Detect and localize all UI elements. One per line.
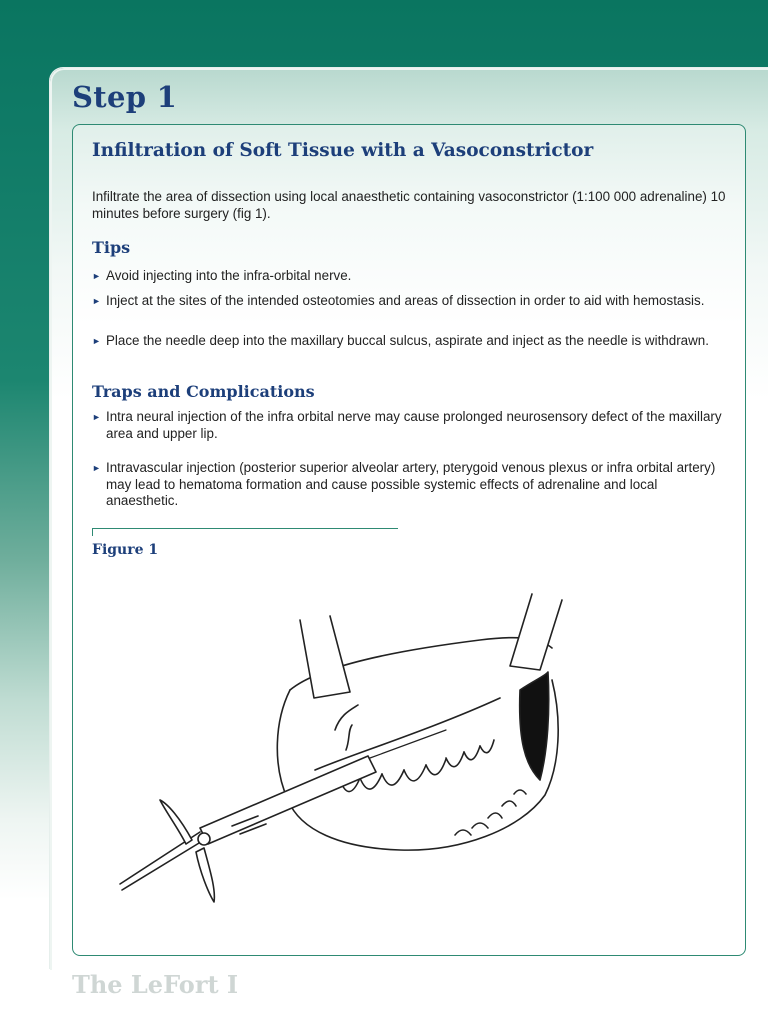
syringe-injection-illustration xyxy=(100,580,580,920)
bullet-arrow-icon: ► xyxy=(92,463,101,473)
traps-item-text: Intra neural injection of the infra orbital nerve may cause prolonged neurosensory defect of the maxillary area and upper lip. xyxy=(106,409,722,441)
tips-item xyxy=(92,333,732,350)
tips-item-text: Inject at the sites of the intended osteotomies and areas of dissection in order to aid with hemostasis. xyxy=(106,293,705,308)
traps-heading: Traps and Complications xyxy=(92,382,315,401)
tips-item-text: Avoid injecting into the infra-orbital nerve. xyxy=(106,268,352,283)
footer-book-title: The LeFort I xyxy=(72,970,239,999)
bullet-arrow-icon: ► xyxy=(92,412,101,422)
figure-divider-tick xyxy=(92,528,93,536)
section-heading: Infiltration of Soft Tissue with a Vasoconstrictor xyxy=(92,140,594,161)
traps-item xyxy=(92,460,732,510)
bullet-arrow-icon: ► xyxy=(92,296,101,306)
tips-item xyxy=(92,293,732,310)
traps-item xyxy=(92,409,732,442)
traps-item-text: Intravascular injection (posterior superior alveolar artery, pterygoid venous plexus or infra orbital artery) may lead to hematoma formation and cause possible systemic effects of adrenaline and local anaesthetic. xyxy=(106,460,716,508)
bullet-arrow-icon: ► xyxy=(92,336,101,346)
intro-paragraph: Infiltrate the area of dissection using local anaesthetic containing vasoconstrictor (1:100 000 adrenaline) 10 minutes before surgery (fig 1). xyxy=(92,189,726,221)
figure-divider xyxy=(92,528,398,529)
tips-item-text: Place the needle deep into the maxillary buccal sulcus, aspirate and inject as the needle is withdrawn. xyxy=(106,333,709,348)
figure-label: Figure 1 xyxy=(92,542,159,558)
step-title: Step 1 xyxy=(72,80,178,114)
tips-item xyxy=(92,268,732,285)
bullet-arrow-icon: ► xyxy=(92,271,101,281)
tips-heading: Tips xyxy=(92,238,131,257)
